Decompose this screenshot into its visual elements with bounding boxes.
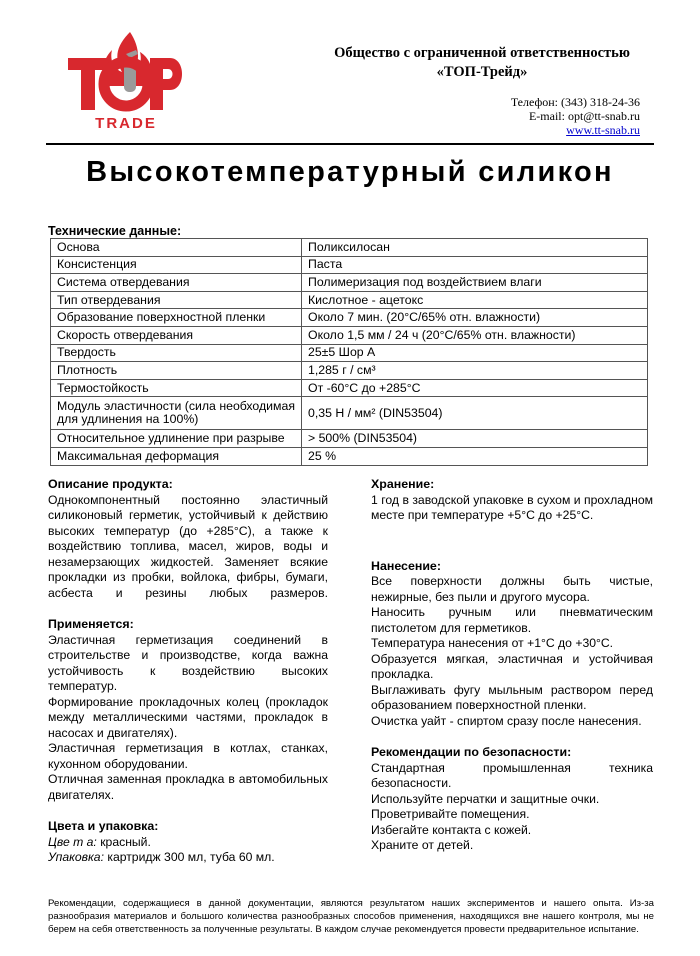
spec-name: Термостойкость bbox=[51, 379, 302, 397]
application-item: Все поверхности должны быть чистые, нежирные, без пыли и другого мусора. bbox=[371, 574, 653, 604]
contacts-block bbox=[511, 95, 640, 137]
spec-row bbox=[51, 379, 648, 397]
spec-value: Поликсилосан bbox=[302, 239, 648, 257]
spec-value: Паста bbox=[302, 256, 648, 274]
spec-value: > 500% (DIN53504) bbox=[302, 430, 648, 448]
pack-label: Упаковка: bbox=[48, 850, 104, 864]
storage-heading: Хранение: bbox=[371, 477, 435, 491]
spec-value: 1,285 г / см³ bbox=[302, 362, 648, 380]
spec-row bbox=[51, 309, 648, 327]
packaging-color bbox=[48, 835, 328, 851]
storage-text: 1 год в заводской упаковке в сухом и прохладном месте при температуре +5°С до +25°С. bbox=[371, 492, 653, 522]
spec-row bbox=[51, 397, 648, 430]
spec-name: Относительное удлинение при разрыве bbox=[51, 430, 302, 448]
spec-name: Система отвердевания bbox=[51, 274, 302, 292]
specs-heading: Технические данные: bbox=[48, 224, 182, 238]
spec-row bbox=[51, 326, 648, 344]
spec-name: Максимальная деформация bbox=[51, 447, 302, 465]
spec-row bbox=[51, 291, 648, 309]
packaging-heading: Цвета и упаковка: bbox=[48, 819, 159, 833]
spec-value: 25 % bbox=[302, 447, 648, 465]
application-item: Выглаживать фугу мыльным раствором перед образованием поверхностной пленки. bbox=[371, 682, 653, 712]
site-link[interactable]: www.tt-snab.ru bbox=[566, 123, 640, 137]
page-title: Высокотемпературный силикон bbox=[86, 156, 614, 188]
spec-value: 25±5 Шор А bbox=[302, 344, 648, 362]
safety-item: Избегайте контакта с кожей. bbox=[371, 822, 532, 837]
safety-item: Храните от детей. bbox=[371, 838, 474, 852]
spec-value: Около 1,5 мм / 24 ч (20°С/65% отн. влажности) bbox=[302, 326, 648, 344]
usage-item: Эластичная герметизация в котлах, станках, кухонном оборудовании. bbox=[48, 741, 328, 771]
safety-item: Используйте перчатки и защитные очки. bbox=[371, 791, 600, 806]
spec-name: Образование поверхностной пленки bbox=[51, 309, 302, 327]
spec-value: Около 7 мин. (20°С/65% отн. влажности) bbox=[302, 309, 648, 327]
company-line1: Общество с ограниченной ответственностью bbox=[334, 45, 630, 61]
description-text: Однокомпонентный постоянно эластичный силиконовый герметик, устойчивый к действию высоких температур (до +285°С), а также к воздействию топлива, масел, жиров, воды и незамерзающих жидкостей. Заменяет всякие прокладки из пробки, войлока, фибры, бумаги, асбеста и резины любых размеров. bbox=[48, 492, 328, 600]
application-item: Температура нанесения от +1°С до +30°С. bbox=[371, 636, 614, 650]
packaging-pack bbox=[48, 850, 328, 866]
spec-name: Скорость отвердевания bbox=[51, 326, 302, 344]
left-column bbox=[48, 477, 328, 866]
spec-row bbox=[51, 256, 648, 274]
spec-name: Модуль эластичности (сила необходимая для удлинения на 100%) bbox=[51, 397, 302, 430]
spec-row bbox=[51, 447, 648, 465]
spec-row bbox=[51, 239, 648, 257]
application-item: Образуется мягкая, эластичная и устойчивая прокладка. bbox=[371, 651, 653, 681]
color-value: красный. bbox=[96, 834, 151, 849]
email-text: E-mail: opt@tt-snab.ru bbox=[528, 109, 640, 123]
usage-heading: Применяется: bbox=[48, 617, 134, 631]
spec-value: От -60°С до +285°С bbox=[302, 379, 648, 397]
spec-name: Тип отвердевания bbox=[51, 291, 302, 309]
phone-text: Телефон: (343) 318-24-36 bbox=[510, 95, 640, 109]
right-column bbox=[371, 477, 653, 854]
description-heading: Описание продукта: bbox=[48, 477, 173, 491]
company-line2: «ТОП-Трейд» bbox=[436, 64, 528, 80]
color-label: Цве т а: bbox=[48, 834, 97, 849]
spec-value: Кислотное - ацетокс bbox=[302, 291, 648, 309]
company-name bbox=[272, 44, 692, 82]
application-heading: Нанесение: bbox=[371, 558, 441, 573]
application-item: Наносить ручным или пневматическим пистолетом для герметиков. bbox=[371, 605, 653, 635]
spec-value: Полимеризация под воздействием влаги bbox=[302, 274, 648, 292]
logo-brand-text: TRADE bbox=[95, 115, 157, 132]
specs-table bbox=[50, 238, 648, 466]
application-item: Очистка уайт - спиртом сразу после нанесения. bbox=[371, 713, 642, 728]
safety-item: Стандартная промышленная техника безопасности. bbox=[371, 760, 653, 790]
safety-heading: Рекомендации по безопасности: bbox=[371, 745, 572, 759]
spec-value: 0,35 Н / мм² (DIN53504) bbox=[302, 397, 648, 430]
spec-row bbox=[51, 344, 648, 362]
spec-row bbox=[51, 362, 648, 380]
usage-item: Отличная заменная прокладка в автомобильных двигателях. bbox=[48, 772, 328, 802]
usage-item: Формирование прокладочных колец (прокладок между металлическими частями, прокладок в насосах и двигателях). bbox=[48, 694, 328, 740]
spec-name: Твердость bbox=[51, 344, 302, 362]
header-divider bbox=[46, 143, 654, 145]
top-trade-logo-icon bbox=[64, 28, 188, 132]
safety-item: Проветривайте помещения. bbox=[371, 807, 530, 821]
spec-name: Основа bbox=[51, 239, 302, 257]
company-logo bbox=[64, 28, 188, 132]
spec-row bbox=[51, 430, 648, 448]
pack-value: картридж 300 мл, туба 60 мл. bbox=[103, 850, 275, 864]
spec-row bbox=[51, 274, 648, 292]
spec-name: Консистенция bbox=[51, 256, 302, 274]
disclaimer-footer: Рекомендации, содержащиеся в данной документации, являются результатом наших экспериментов и нашего опыта. Из-за разнообразия материалов и большого количества разнообразных способов применения, находящихся вне нашего контроля, мы не берем на себя ответственность за полученные результаты. В каждом случае рекомендуется провести предварительное испытание. bbox=[48, 898, 654, 935]
spec-name: Плотность bbox=[51, 362, 302, 380]
usage-item: Эластичная герметизация соединений в строительстве и производстве, когда важна устойчивость к воздействию высоких температур. bbox=[48, 632, 328, 693]
